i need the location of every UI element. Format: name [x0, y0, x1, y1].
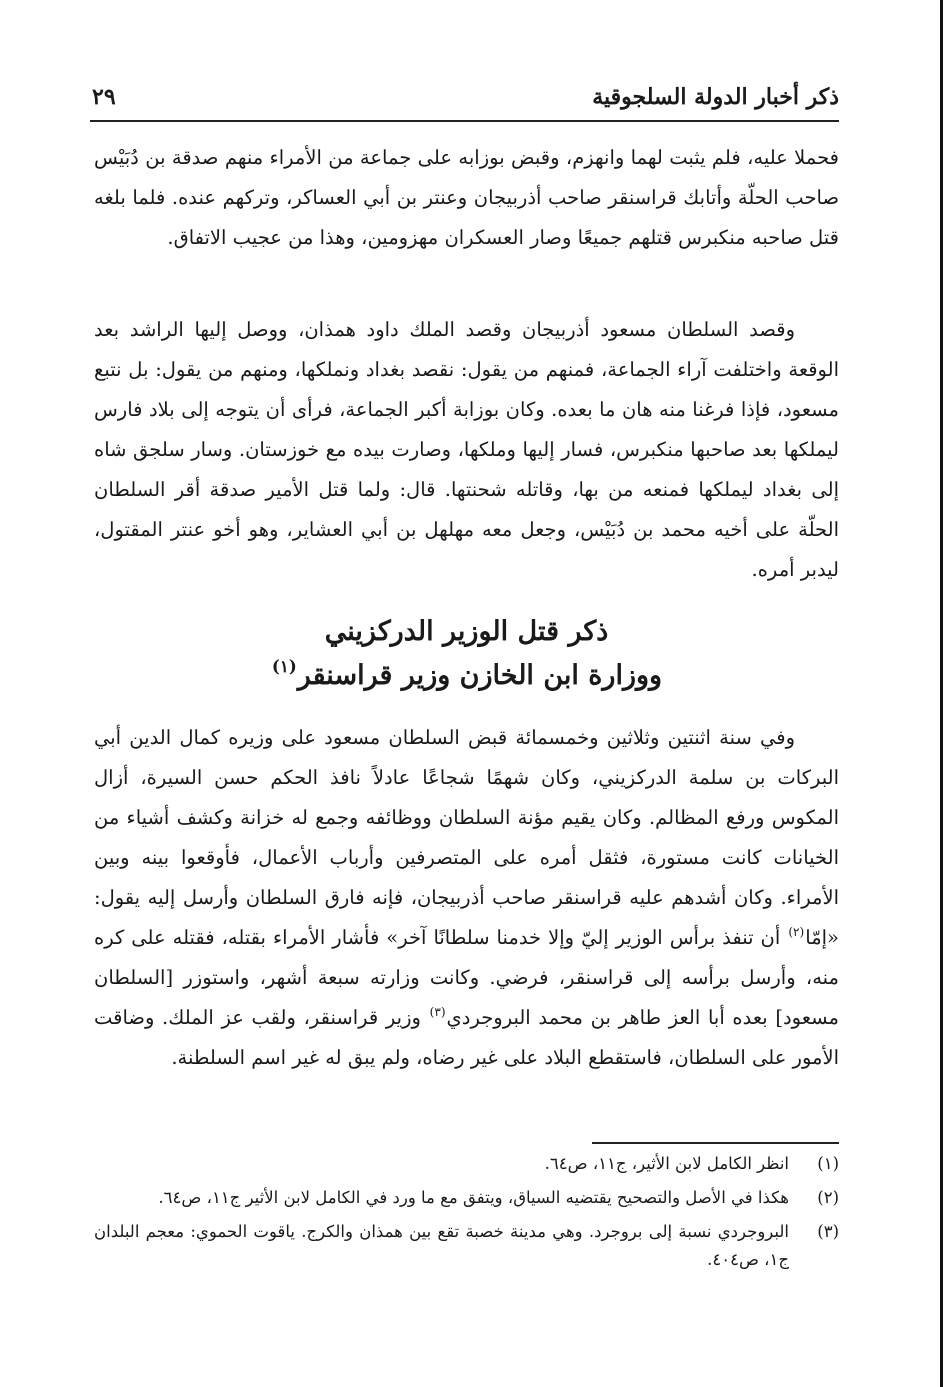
- footnote-number: (٢): [817, 1188, 839, 1207]
- page-edge-line: [940, 0, 943, 1387]
- footnote-ref-3: (٣): [429, 1004, 446, 1019]
- page-number: ٢٩: [92, 84, 116, 110]
- footnotes: [94, 1150, 839, 1280]
- section-heading-line2-text: ووزارة ابن الخازن وزير قراسنقر: [297, 660, 663, 691]
- footnote-text: هكذا في الأصل والتصحيح يقتضيه السياق، ويتفق مع ما ورد في الكامل لابن الأثير ج١١، ص٦٤.: [158, 1188, 789, 1207]
- paragraph-1: فحملا عليه، فلم يثبت لهما وانهزم، وقبض بوزابه على جماعة من الأمراء منهم صدقة بن دُبَيْس صاحب الحلّة وأتابك قراسنقر صاحب أذربيجان وعنتر بن أبي العساكر، وتركهم عنده. فلما بلغه قتل صاحبه منكبرس قتلهم جميعًا وصار العسكران مهزومين، وهذا من عجيب الاتفاق.: [94, 146, 839, 249]
- footnote-item: [94, 1184, 839, 1212]
- footnote-item: [94, 1150, 839, 1178]
- footnote-item: [94, 1218, 839, 1274]
- paragraph-3: [94, 718, 839, 1078]
- footnote-text: انظر الكامل لابن الأثير، ج١١، ص٦٤.: [544, 1154, 789, 1173]
- paragraph-3-part-a: وفي سنة اثنتين وثلاثين وخمسمائة قبض السلطان مسعود على وزيره كمال الدين أبي البركات بن سلمة الدركزيني، وكان شهمًا شجاعًا عادلاً نافذ الحكم حسن السيرة، أزال المكوس ورفع المظالم. وكان يقيم مؤنة السلطان ووظائفه وجمع له خزانة وكشف أشياء من الخيانات كانت مستورة، فثقل أمره على المتصرفين وأرباب الأعمال، فأوقعوا بينه وبين الأمراء. وكان أشدهم عليه قراسنقر صاحب أذربيجان، فإنه فارق السلطان وأرسل إليه يقول: «إمّا: [94, 726, 839, 949]
- paragraph-2: وقصد السلطان مسعود أذربيجان وقصد الملك داود همذان، ووصل إليها الراشد بعد الوقعة واختلفت آراء الجماعة، فمنهم من يقول: نقصد بغداد ونملكها، ومنهم من يقول: بل نتبع مسعود، فإذا فرغنا منه هان ما بعده. وكان بوزابة أكبر الجماعة، فرأى أن يتوجه إلى بلاد فارس ليملكها بعد صاحبها منكبرس، فسار إليها وملكها، وصارت بيده مع خوزستان. وسار سلجق شاه إلى بغداد ليملكها فمنعه من بها، وقاتله شحنتها. قال: ولما قتل الأمير صدقة أقر السلطان الحلّة على أخيه محمد بن دُبَيْس، وجعل معه مهلهل بن أبي العشاير، وهو أخو عنتر المقتول، ليدبر أمره.: [94, 318, 839, 581]
- footnote-number: (١): [817, 1154, 839, 1173]
- paragraph-3-part-b: أن تنفذ برأس الوزير إليّ وإلا خدمنا سلطانًا آخر» فأشار الأمراء بقتله، فقتله على كره منه، وأرسل برأسه إلى قراسنقر، فرضي. وكانت وزارته سبعة أشهر، واستوزر [السلطان مسعود] بعده أبا العز طاهر بن محمد البروجردي: [94, 926, 839, 1029]
- footnote-ref-1: (١): [271, 656, 297, 677]
- footnote-text: البروجردي نسبة إلى بروجرد. وهي مدينة خصبة تقع بين همذان والكرج. ياقوت الحموي: معجم البلدان ج١، ص٤٠٤.: [94, 1222, 789, 1269]
- header-title: ذكر أخبار الدولة السلجوقية: [592, 84, 839, 110]
- running-header: [90, 80, 839, 122]
- footnote-ref-2: (٢): [788, 924, 805, 939]
- section-heading-line1: ذكر قتل الوزير الدركزيني: [324, 616, 609, 647]
- footnote-number: (٣): [817, 1222, 839, 1241]
- section-heading-line2: [94, 656, 839, 691]
- footnote-separator: [592, 1142, 839, 1144]
- paragraph-3-part-c: وزير قراسنقر، ولقب عز الملك. وضاقت الأمور على السلطان، فاستقطع البلاد على غير رضاه، ولم يبق له غير اسم السلطنة.: [94, 1006, 839, 1069]
